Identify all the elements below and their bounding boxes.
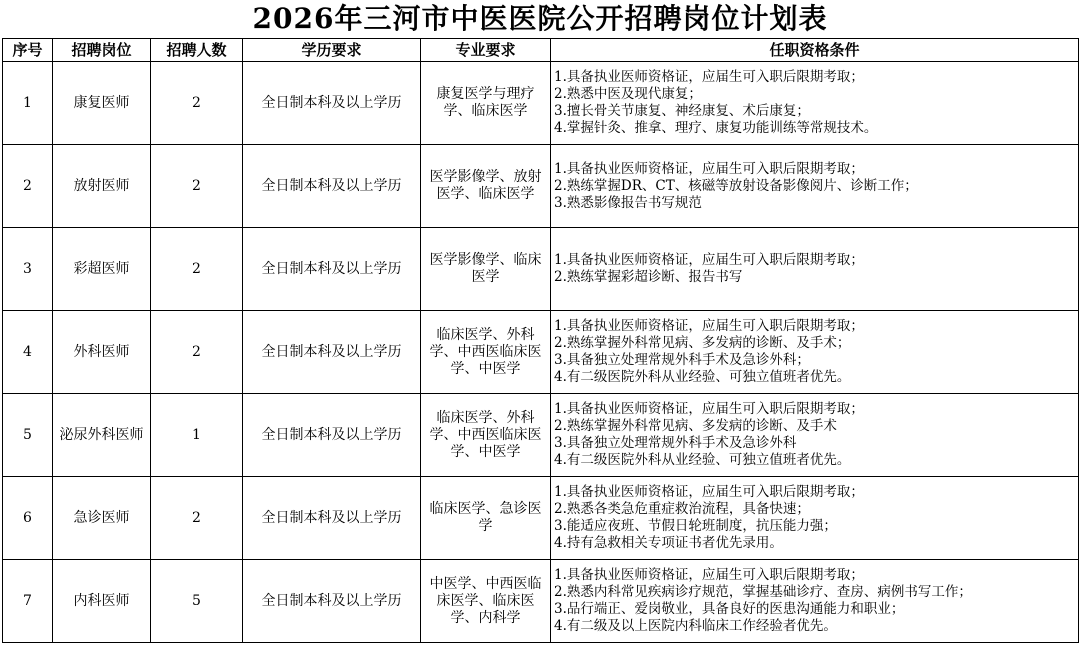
table-row bbox=[3, 62, 1079, 145]
cell-position: 康复医师 bbox=[53, 62, 151, 145]
requirement-line: 2.熟练掌握DR、CT、核磁等放射设备影像阅片、诊断工作； bbox=[554, 177, 918, 194]
cell-no: 6 bbox=[3, 477, 53, 560]
header-no: 序号 bbox=[3, 39, 53, 62]
cell-major: 康复医学与理疗学、临床医学 bbox=[421, 62, 551, 145]
requirement-line: 1.具备执业医师资格证，应届生可入职后限期考取； bbox=[554, 252, 864, 268]
header-row bbox=[3, 39, 1079, 62]
requirement-line: 1.具备执业医师资格证，应届生可入职后限期考取； bbox=[554, 69, 864, 85]
cell-no: 7 bbox=[3, 560, 53, 643]
cell-major: 临床医学、外科学、中西医临床医学、中医学 bbox=[421, 394, 551, 477]
table-row bbox=[3, 477, 1079, 560]
requirement-line: 3.具备独立处理常规外科手术及急诊外科； bbox=[554, 352, 810, 368]
header-count: 招聘人数 bbox=[151, 39, 243, 62]
table-row bbox=[3, 560, 1079, 643]
cell-requirements bbox=[551, 477, 1079, 560]
recruitment-table bbox=[2, 38, 1079, 643]
table-row bbox=[3, 228, 1079, 311]
cell-major: 中医学、中西医临床医学、临床医学、内科学 bbox=[421, 560, 551, 643]
requirement-line: 2.熟悉内科常见疾病诊疗规范，掌握基础诊疗、查房、病例书写工作； bbox=[554, 584, 972, 600]
header-education: 学历要求 bbox=[243, 39, 421, 62]
cell-count: 2 bbox=[151, 228, 243, 311]
requirement-line: 3.能适应夜班、节假日轮班制度，抗压能力强； bbox=[554, 518, 837, 534]
requirement-line: 2.熟练掌握彩超诊断、报告书写 bbox=[554, 269, 743, 285]
header-major: 专业要求 bbox=[421, 39, 551, 62]
table-row bbox=[3, 394, 1079, 477]
page-title: 2026年三河市中医医院公开招聘岗位计划表 bbox=[252, 2, 828, 35]
requirement-line: 4.有二级医院外科从业经验、可独立值班者优先。 bbox=[554, 452, 851, 468]
cell-major: 临床医学、外科学、中西医临床医学、中医学 bbox=[421, 311, 551, 394]
requirement-line: 4.掌握针灸、推拿、理疗、康复功能训练等常规技术。 bbox=[554, 120, 878, 136]
requirement-line: 4.有二级医院外科从业经验、可独立值班者优先。 bbox=[554, 369, 851, 385]
cell-position: 彩超医师 bbox=[53, 228, 151, 311]
cell-position: 内科医师 bbox=[53, 560, 151, 643]
cell-position: 外科医师 bbox=[53, 311, 151, 394]
cell-education: 全日制本科及以上学历 bbox=[243, 560, 421, 643]
requirement-line: 2.熟悉各类急危重症救治流程，具备快速； bbox=[554, 501, 810, 517]
cell-education: 全日制本科及以上学历 bbox=[243, 311, 421, 394]
cell-education: 全日制本科及以上学历 bbox=[243, 394, 421, 477]
requirement-line: 1.具备执业医师资格证，应届生可入职后限期考取； bbox=[554, 484, 864, 500]
cell-position: 泌尿外科医师 bbox=[53, 394, 151, 477]
cell-no: 5 bbox=[3, 394, 53, 477]
cell-count: 2 bbox=[151, 62, 243, 145]
cell-position: 急诊医师 bbox=[53, 477, 151, 560]
requirement-line: 1.具备执业医师资格证，应届生可入职后限期考取； bbox=[554, 401, 864, 417]
cell-requirements bbox=[551, 145, 1079, 228]
cell-requirements bbox=[551, 560, 1079, 643]
header-requirements: 任职资格条件 bbox=[551, 39, 1079, 62]
cell-count: 2 bbox=[151, 311, 243, 394]
requirement-line: 3.擅长骨关节康复、神经康复、术后康复； bbox=[554, 103, 810, 119]
cell-position: 放射医师 bbox=[53, 145, 151, 228]
cell-no: 4 bbox=[3, 311, 53, 394]
requirement-line: 3.品行端正、爱岗敬业，具备良好的医患沟通能力和职业； bbox=[554, 601, 905, 617]
cell-count: 5 bbox=[151, 560, 243, 643]
cell-no: 2 bbox=[3, 145, 53, 228]
cell-major: 医学影像学、放射医学、临床医学 bbox=[421, 145, 551, 228]
requirement-line: 2.熟练掌握外科常见病、多发病的诊断、及手术 bbox=[554, 418, 837, 434]
cell-major: 医学影像学、临床医学 bbox=[421, 228, 551, 311]
cell-count: 2 bbox=[151, 477, 243, 560]
cell-requirements bbox=[551, 394, 1079, 477]
requirement-line: 4.持有急救相关专项证书者优先录用。 bbox=[554, 535, 783, 551]
requirement-line: 1.具备执业医师资格证，应届生可入职后限期考取； bbox=[554, 567, 864, 583]
cell-education: 全日制本科及以上学历 bbox=[243, 228, 421, 311]
cell-no: 3 bbox=[3, 228, 53, 311]
cell-major: 临床医学、急诊医学 bbox=[421, 477, 551, 560]
header-position: 招聘岗位 bbox=[53, 39, 151, 62]
cell-education: 全日制本科及以上学历 bbox=[243, 62, 421, 145]
cell-no: 1 bbox=[3, 62, 53, 145]
requirement-line: 1.具备执业医师资格证，应届生可入职后限期考取； bbox=[554, 318, 864, 334]
requirement-line: 3.具备独立处理常规外科手术及急诊外科 bbox=[554, 435, 797, 451]
requirement-line: 2.熟练掌握外科常见病、多发病的诊断、及手术； bbox=[554, 335, 851, 351]
table-row bbox=[3, 145, 1079, 228]
cell-requirements bbox=[551, 311, 1079, 394]
requirement-line: 3.熟悉影像报告书写规范 bbox=[554, 194, 702, 211]
cell-count: 2 bbox=[151, 145, 243, 228]
cell-education: 全日制本科及以上学历 bbox=[243, 477, 421, 560]
cell-education: 全日制本科及以上学历 bbox=[243, 145, 421, 228]
cell-count: 1 bbox=[151, 394, 243, 477]
table-row bbox=[3, 311, 1079, 394]
requirement-line: 4.有二级及以上医院内科临床工作经验者优先。 bbox=[554, 618, 837, 634]
requirement-line: 1.具备执业医师资格证，应届生可入职后限期考取； bbox=[554, 160, 864, 177]
cell-requirements bbox=[551, 228, 1079, 311]
requirement-line: 2.熟悉中医及现代康复； bbox=[554, 86, 702, 102]
cell-requirements bbox=[551, 62, 1079, 145]
